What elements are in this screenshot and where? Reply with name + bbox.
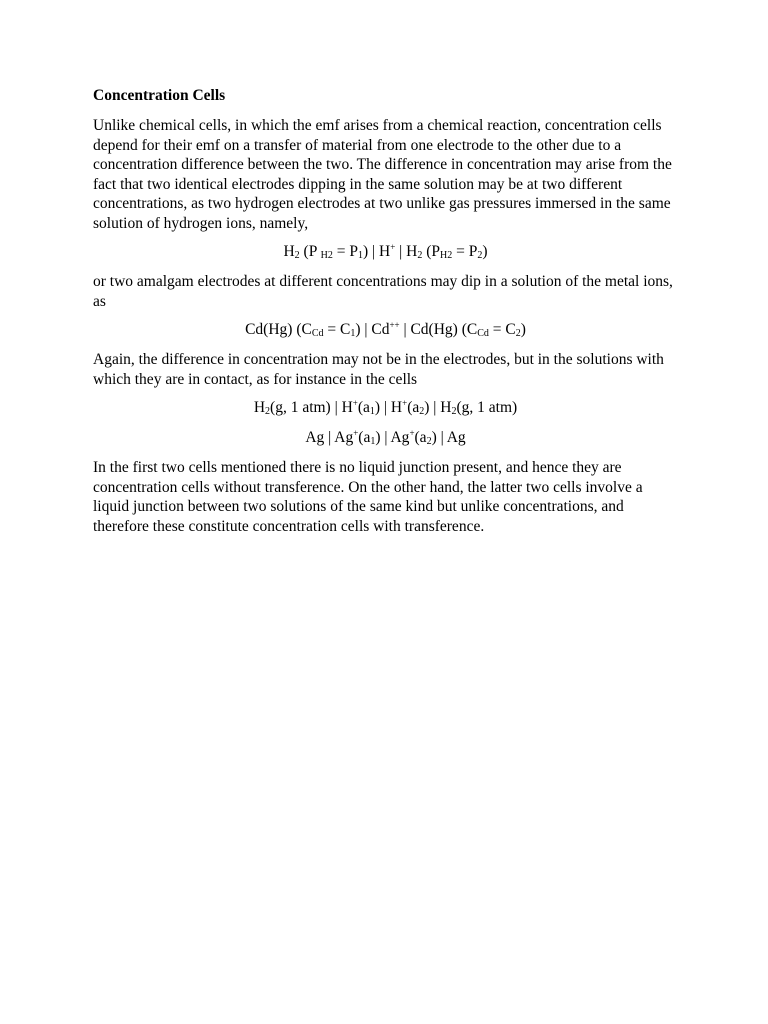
paragraph-conclusion: In the first two cells mentioned there is no liquid junction present, and hence they are concentration cells without transference. On the other hand, the latter two cells involve a liquid junction between two solutions of the same kind but unlike concentrations, and therefore these constitute concentration cells with transference. [93,459,643,535]
equation-hydrogen-cell: $H_2$ (P $_{H2} = P_1$) | H+ | $H_2$ $(P_{H2} = P_2)$ [283,242,488,261]
paragraph-intro: Unlike chemical cells, in which the emf arises from a chemical reaction, concentration cells depend for their emf on a transfer of material from one electrode to the other due to a concentration difference between the two. The difference in concentration may arise from the fact that two identical electrodes dipping in the same solution may be at two different concentrations, as two hydrogen electrodes at two unlike gas pressures immersed in the same solution of hydrogen ions, namely, [93,117,672,232]
equation-amalgam-cell: Cd(Hg) $(C_{Cd} = C_1)$ | Cd++ | Cd(Hg) $(C_{Cd} = C_2)$ [245,320,526,339]
document-page [93,86,678,545]
equation-hydrogen-transference-cell: $H_2(g$, 1 atm) | $H^+(a_1)$ | $H^+(a_2)$ | $H_2(g$, 1 atm) [253,398,518,417]
paragraph-solutions: Again, the difference in concentration may not be in the electrodes, but in the solutions with which they are in contact, as for instance in the cells [93,351,664,388]
equation-silver-cell: Ag | $Ag^+(a_1)$ | $Ag^+(a_2)$ | Ag [305,428,466,447]
section-heading: Concentration Cells [93,87,226,104]
paragraph-amalgam: or two amalgam electrodes at different concentrations may dip in a solution of the metal ions, as [93,273,673,310]
